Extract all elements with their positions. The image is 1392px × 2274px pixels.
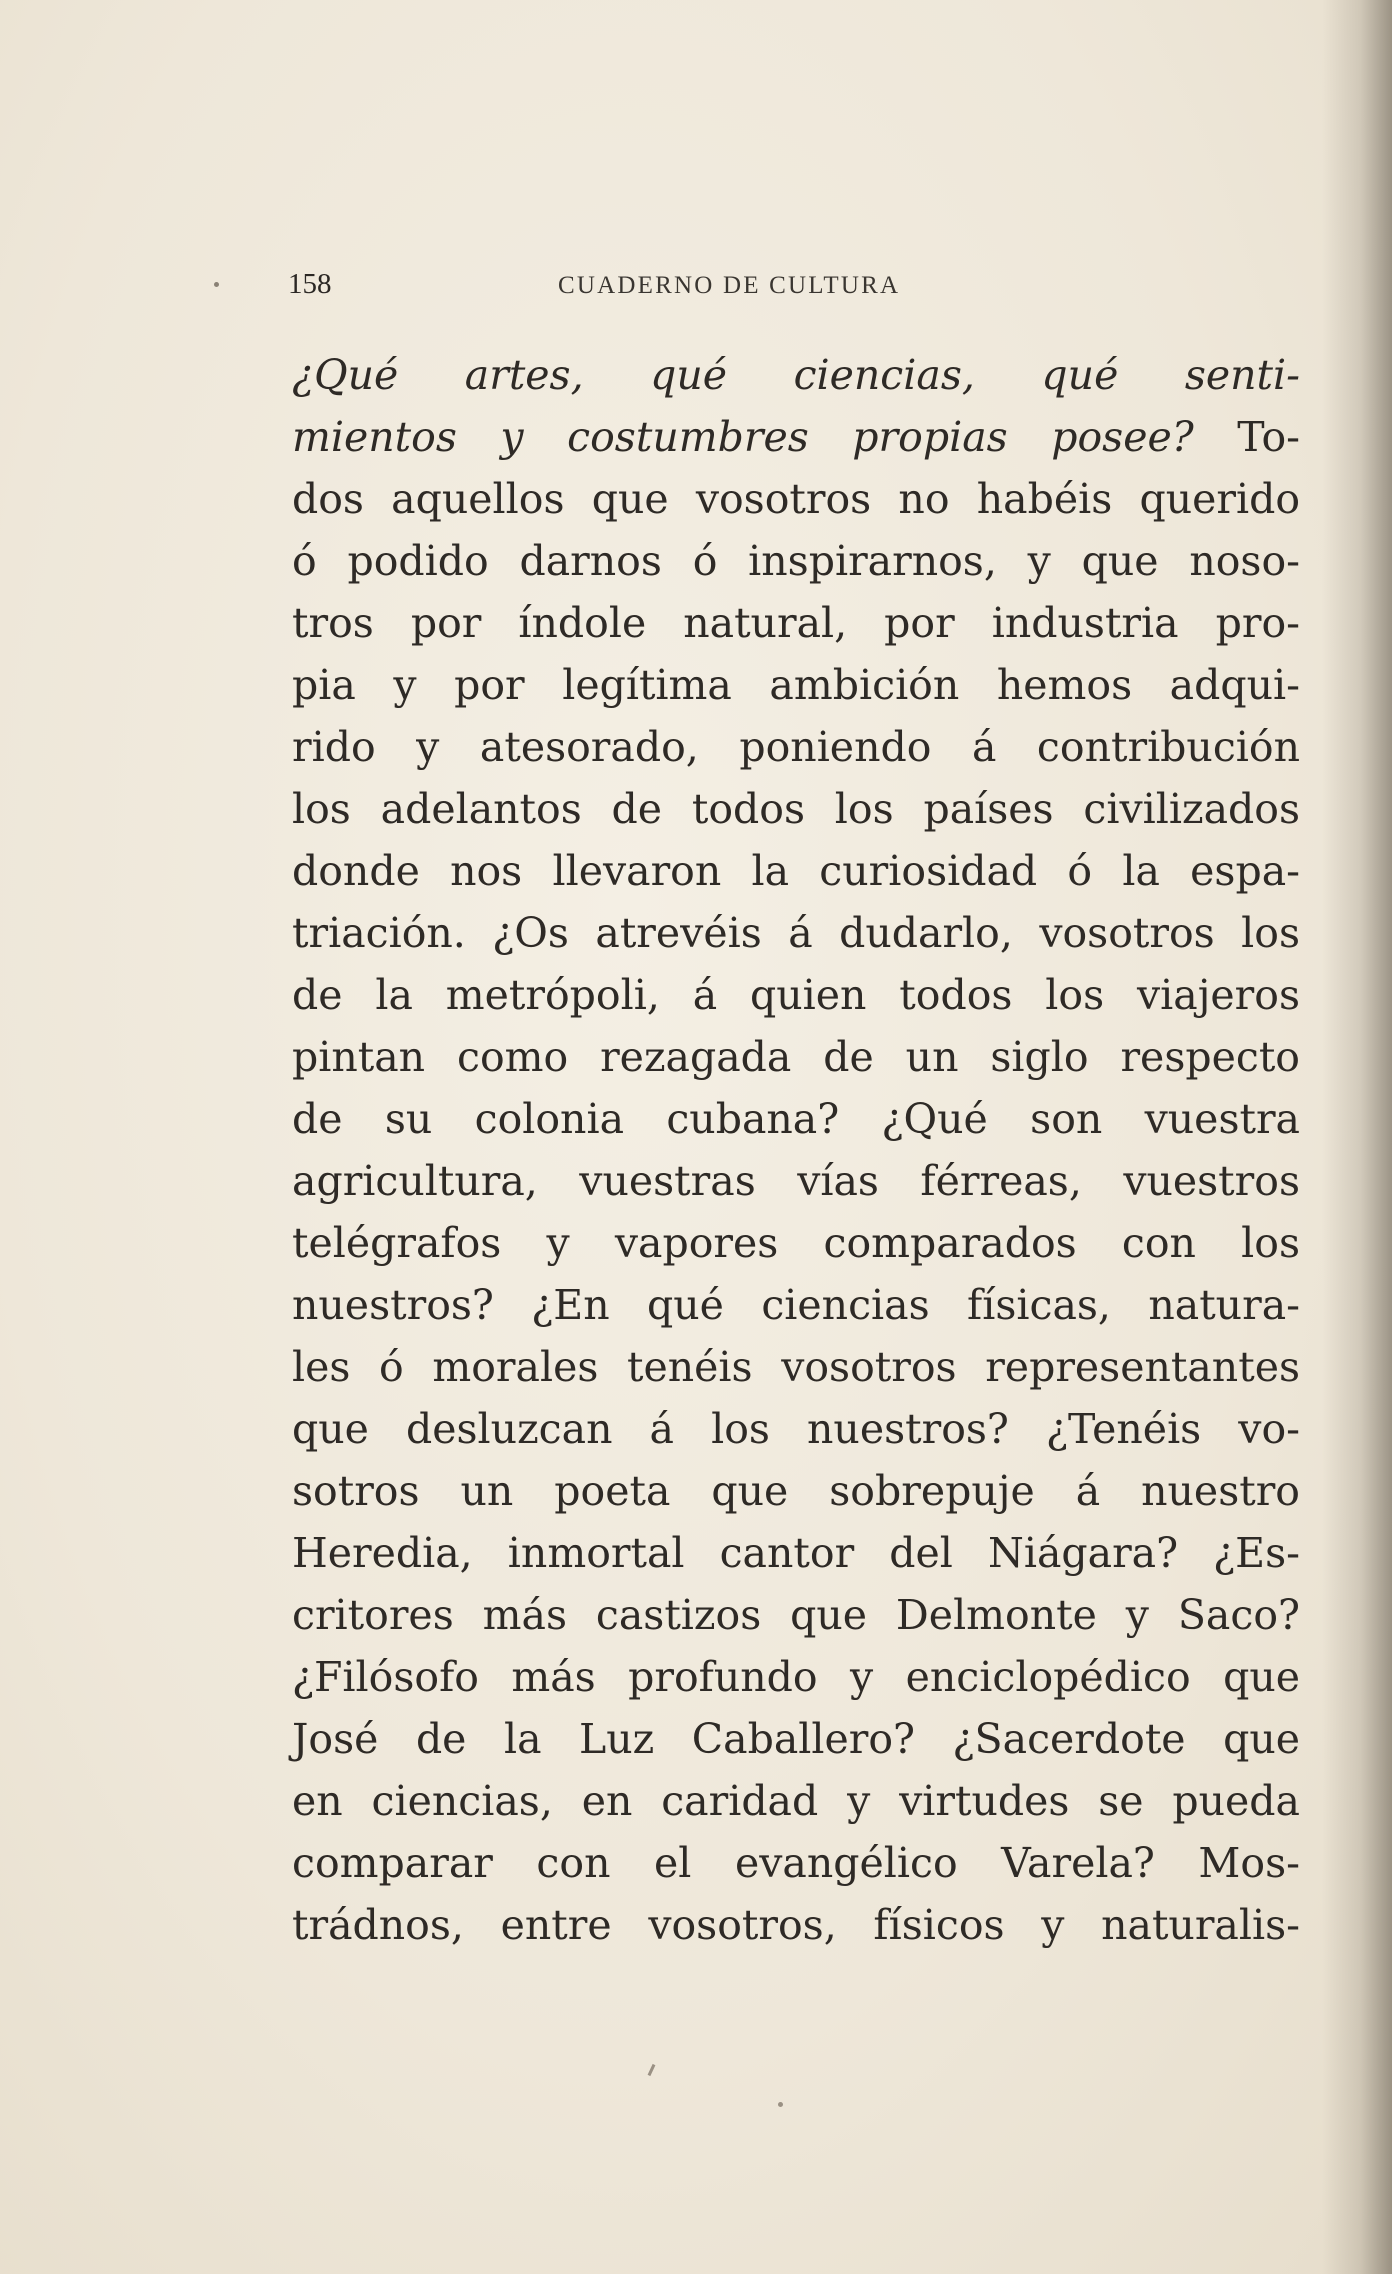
- text-line: dos aquellos que vosotros no habéis querido: [292, 475, 1300, 523]
- text-line: agricultura, vuestras vías férreas, vuestros: [292, 1157, 1300, 1205]
- ink-mark: [648, 2064, 656, 2076]
- roman-phrase: To-: [1193, 413, 1300, 461]
- body-text: [292, 344, 1300, 1956]
- text-line: en ciencias, en caridad y virtudes se pueda: [292, 1777, 1300, 1825]
- text-line: José de la Luz Caballero? ¿Sacerdote que: [292, 1715, 1300, 1763]
- text-line: telégrafos y vapores comparados con los: [292, 1219, 1300, 1267]
- text-line: rido y atesorado, poniendo á contribución: [292, 723, 1300, 771]
- text-line: tros por índole natural, por industria pro-: [292, 599, 1300, 647]
- italic-phrase: ¿Qué artes, qué ciencias, qué senti-: [292, 351, 1300, 399]
- ink-speck: [778, 2102, 783, 2107]
- text-line: de su colonia cubana? ¿Qué son vuestra: [292, 1095, 1300, 1143]
- text-line: [292, 344, 1300, 406]
- text-line: critores más castizos que Delmonte y Saco?: [292, 1591, 1300, 1639]
- text-line: pia y por legítima ambición hemos adqui-: [292, 661, 1300, 709]
- running-head: [288, 268, 1312, 308]
- page-gutter-shadow: [1322, 0, 1392, 2274]
- text-line: nuestros? ¿En qué ciencias físicas, natura-: [292, 1281, 1300, 1329]
- italic-phrase: mientos y costumbres propias posee?: [292, 413, 1194, 461]
- text-line: [292, 406, 1300, 468]
- text-line: los adelantos de todos los países civilizados: [292, 785, 1300, 833]
- text-line: trádnos, entre vosotros, físicos y naturalis-: [292, 1901, 1300, 1949]
- text-line: ¿Filósofo más profundo y enciclopédico que: [292, 1653, 1300, 1701]
- text-line: pintan como rezagada de un siglo respecto: [292, 1033, 1300, 1081]
- running-title: CUADERNO DE CULTURA: [558, 272, 901, 299]
- text-line: les ó morales tenéis vosotros representantes: [292, 1343, 1300, 1391]
- text-line: ó podido darnos ó inspirarnos, y que noso-: [292, 537, 1300, 585]
- text-line: Heredia, inmortal cantor del Niágara? ¿Es-: [292, 1529, 1300, 1577]
- margin-speck: [214, 282, 219, 287]
- text-line: sotros un poeta que sobrepuje á nuestro: [292, 1467, 1300, 1515]
- text-line: comparar con el evangélico Varela? Mos-: [292, 1839, 1300, 1887]
- text-line: que desluzcan á los nuestros? ¿Tenéis vo-: [292, 1405, 1300, 1453]
- text-line: de la metrópoli, á quien todos los viajeros: [292, 971, 1300, 1019]
- text-line: donde nos llevaron la curiosidad ó la espa-: [292, 847, 1300, 895]
- text-line: triación. ¿Os atrevéis á dudarlo, vosotros los: [292, 909, 1300, 957]
- page-number: 158: [288, 268, 332, 300]
